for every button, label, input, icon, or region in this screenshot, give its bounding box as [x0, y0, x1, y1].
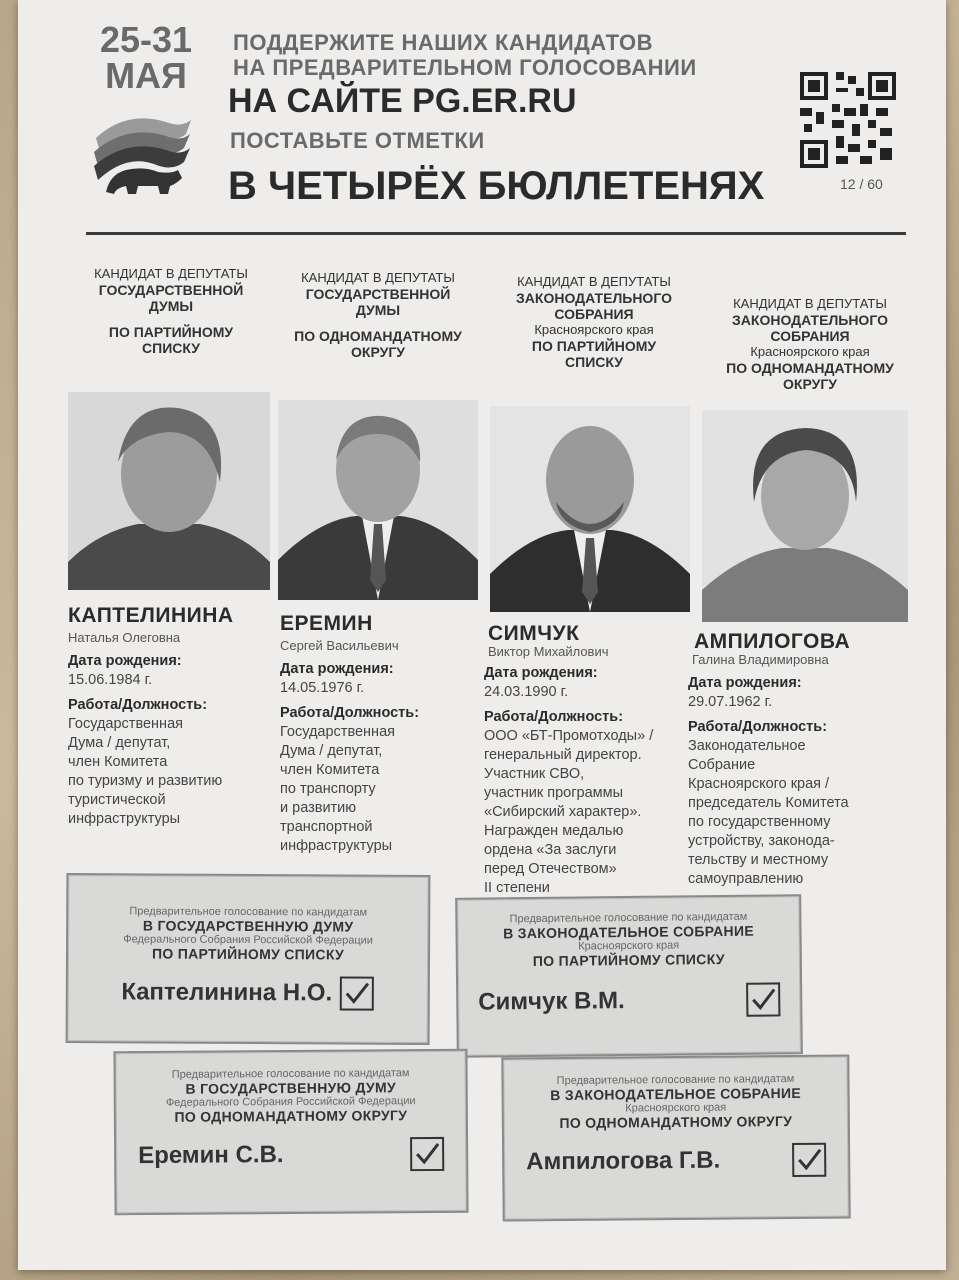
- header-line-1: ПОДДЕРЖИТЕ НАШИХ КАНДИДАТОВ: [233, 30, 653, 55]
- candidate-3-info: Дата рождения: 24.03.1990 г. Работа/Должность: ООО «БТ-Промотходы» / генеральный директор. Участник СВО, участник программы «Сибирский характер». Награжден медалью ордена «За заслуги перед Отечеством» II степени: [484, 665, 654, 896]
- party-bear-flag-logo: [86, 100, 196, 196]
- checkmark-icon[interactable]: [410, 1137, 444, 1171]
- header-divider: [86, 232, 906, 235]
- candidate-4-surname: АМПИЛОГОВА: [694, 630, 851, 653]
- checkmark-icon[interactable]: [746, 982, 780, 1016]
- candidate-3-heading: КАНДИДАТ В ДЕПУТАТЫ ЗАКОНОДАТЕЛЬНОГО СОБРАНИЯ Красноярского края ПО ПАРТИЙНОМУ СПИСКУ: [516, 274, 672, 370]
- candidate-3-photo: [490, 406, 690, 612]
- checkmark-icon[interactable]: [792, 1143, 826, 1177]
- ballot-duma-party-list: Предварительное голосование по кандидатам В ГОСУДАРСТВЕННУЮ ДУМУ Федерального Собрания Российской Федерации ПО ПАРТИЙНОМУ СПИСКУ Кaптелинина Н.О.: [66, 873, 431, 1045]
- leaflet-sheet: [18, 0, 946, 1270]
- candidate-4-info: Дата рождения: 29.07.1962 г. Работа/Должность: Законодательное Собрание Красноярского края / председатель Комитета по государственному устройству, законода- тельству и местному самоуправлению: [688, 675, 849, 887]
- ballot-2-name: Симчук В.М.: [478, 987, 625, 1016]
- header-line-2: НА ПРЕДВАРИТЕЛЬНОМ ГОЛОСОВАНИИ: [233, 55, 697, 80]
- candidate-1-given-name: Наталья Олеговна: [68, 630, 181, 645]
- ballot-duma-single-mandate: Предварительное голосование по кандидатам В ГОСУДАРСТВЕННУЮ ДУМУ Федерального Собрания Российской Федерации ПО ОДНОМАНДАТНОМУ ОКРУГУ Еремин С.В.: [113, 1049, 468, 1215]
- checkmark-icon[interactable]: [340, 976, 374, 1010]
- candidate-1-photo: [68, 392, 270, 590]
- candidate-2-heading: КАНДИДАТ В ДЕПУТАТЫ ГОСУДАРСТВЕННОЙ ДУМЫ ПО ОДНОМАНДАТНОМУ ОКРУГУ: [294, 270, 462, 360]
- ballot-3-name: Еремин С.В.: [138, 1141, 284, 1170]
- candidate-4-photo: [702, 410, 908, 622]
- candidate-1-surname: КАПТЕЛИНИНА: [68, 604, 234, 627]
- candidate-2-given-name: Сергей Васильевич: [280, 638, 399, 653]
- header-line-4: ПОСТАВЬТЕ ОТМЕТКИ: [230, 128, 485, 153]
- candidate-2-info: Дата рождения: 14.05.1976 г. Работа/Должность: Государственная Дума / депутат, член Комитета по транспорту и развитию транспортной инфраструктуры: [280, 661, 420, 854]
- candidate-3-given-name: Виктор Михайлович: [488, 644, 609, 659]
- candidate-1-heading: КАНДИДАТ В ДЕПУТАТЫ ГОСУДАРСТВЕННОЙ ДУМЫ ПО ПАРТИЙНОМУ СПИСКУ: [94, 266, 248, 356]
- candidate-2-surname: ЕРЕМИН: [280, 612, 373, 635]
- header-site: НА САЙТЕ PG.ER.RU: [228, 82, 577, 120]
- ballot-assembly-party-list: Предварительное голосование по кандидатам В ЗАКОНОДАТЕЛЬНОЕ СОБРАНИЕ Красноярского края ПО ПАРТИЙНОМУ СПИСКУ Симчук В.М.: [455, 894, 803, 1058]
- candidate-4-heading: КАНДИДАТ В ДЕПУТАТЫ ЗАКОНОДАТЕЛЬНОГО СОБРАНИЯ Красноярского края ПО ОДНОМАНДАТНОМУ ОКРУГУ: [726, 296, 894, 392]
- header-ballots: В ЧЕТЫРЁХ БЮЛЛЕТЕНЯХ: [228, 164, 765, 208]
- candidate-3-surname: СИМЧУК: [488, 622, 580, 645]
- ballot-assembly-single-mandate: Предварительное голосование по кандидатам В ЗАКОНОДАТЕЛЬНОЕ СОБРАНИЕ Красноярского края ПО ОДНОМАНДАТНОМУ ОКРУГУ Ампилогова Г.В.: [501, 1054, 850, 1221]
- ballot-1-name: Кaптелинина Н.О.: [121, 978, 333, 1007]
- qr-code-icon[interactable]: [800, 72, 896, 168]
- candidate-2-photo: [278, 400, 478, 600]
- candidate-1-info: Дата рождения: 15.06.1984 г. Работа/Должность: Государственная Дума / депутат, член Комитета по туризму и развитию туристической инфраструктуры: [68, 653, 223, 827]
- page-counter: 12 / 60: [840, 176, 883, 192]
- candidate-4-given-name: Галина Владимировна: [692, 652, 829, 667]
- ballot-4-name: Ампилогова Г.В.: [526, 1146, 721, 1176]
- vote-dates: 25-31 МАЯ: [99, 19, 193, 96]
